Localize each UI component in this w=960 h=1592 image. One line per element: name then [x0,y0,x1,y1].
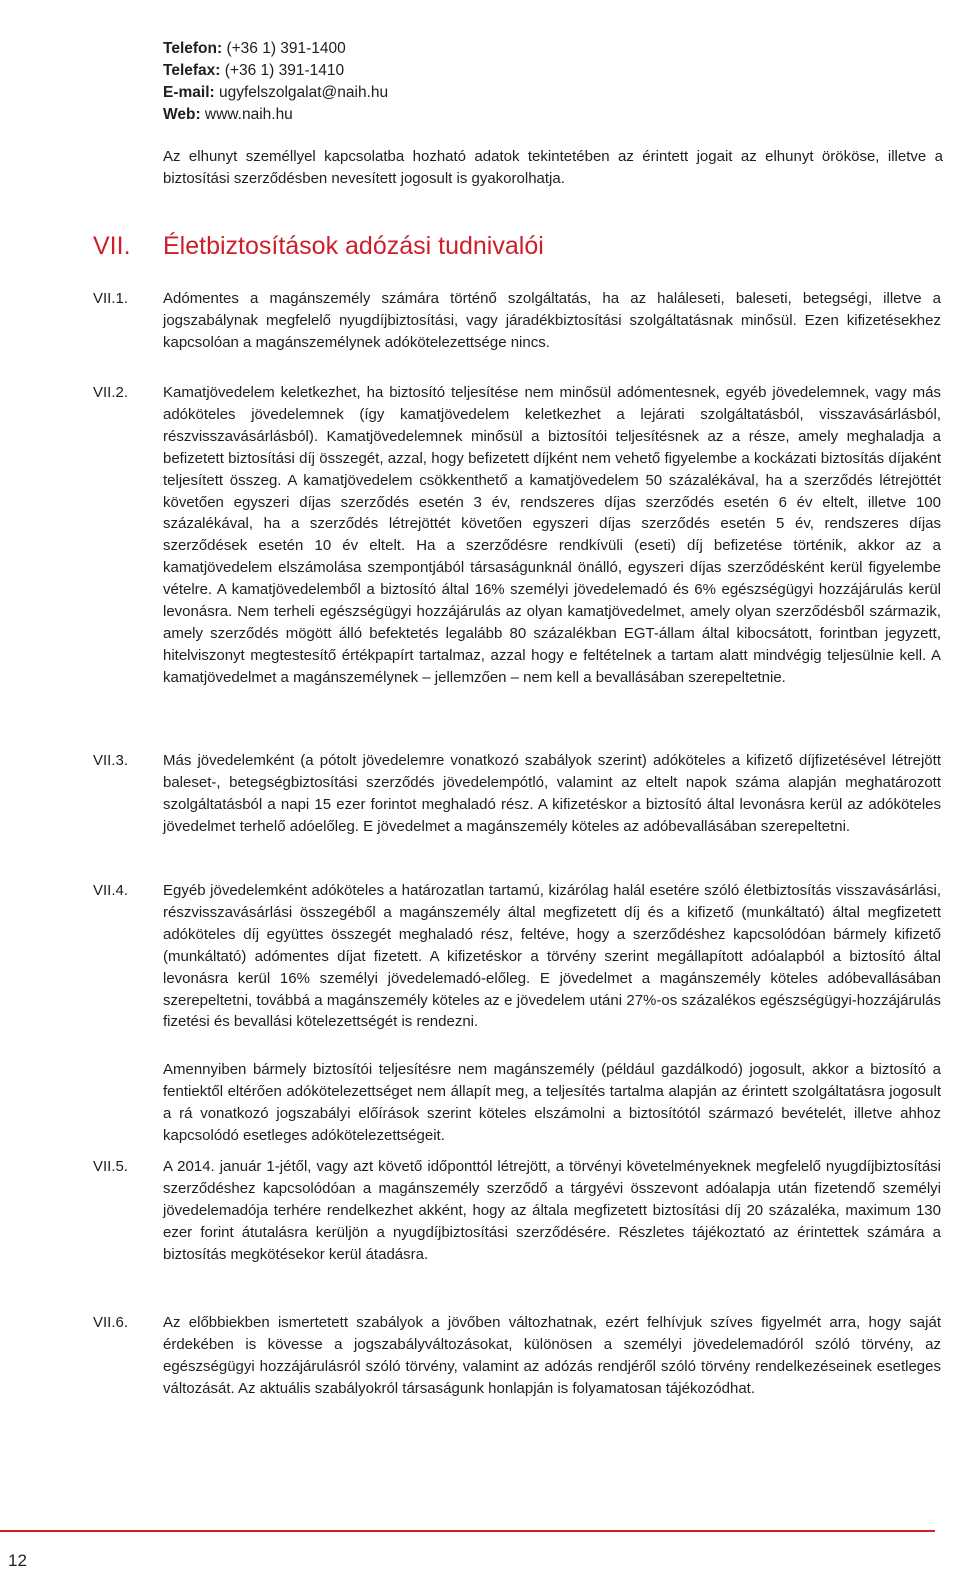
fax-value: (+36 1) 391-1410 [224,62,345,79]
contact-phone [163,38,388,60]
section-paragraph: A 2014. január 1-jétől, vagy azt követő időponttól létrejött, a törvényi követelményeknek megfelelő nyugdíjbiztosítási szerződéshez kapcsolódóan a magánszemély szerződő a tárgyévi összevont adóalapja után fizetendő személyi jövedelemadója terhére rendelkezhet akként, hogy az általa megfizetett biztosítási díj 20 százaléka, maximum 130 ezer forint átutalásra kerüljön a nyugdíjbiztosítási szerződésére. Részletes tájékoztató az érintettek számára a biztosítás megkötésekor kerül átadásra. [163,1158,941,1263]
section-body [163,750,941,860]
web-label: Web: [163,106,201,123]
section-number: VII.2. [93,384,129,401]
email-label: E-mail: [163,84,215,101]
web-value: www.naih.hu [204,106,293,123]
phone-label: Telefon: [163,40,223,57]
section-number: VII.5. [93,1158,129,1175]
section-number: VII.6. [93,1314,129,1331]
email-value: ugyfelszolgalat@naih.hu [219,84,389,101]
intro-paragraph: Az elhunyt személlyel kapcsolatba hozható adatok tekintetében az érintett jogait az elhunyt örököse, illetve a biztosítási szerződésben nevesített jogosult is gyakorolhatja. [163,148,943,187]
section-paragraph: Kamatjövedelem keletkezhet, ha biztosító teljesítése nem minősül adómentesnek, egyéb jövedelemnek, vagy más adóköteles jövedelemnek (így kamatjövedelem keletkezhet a lejárati szolgáltatásból, visszavásárlásból, részvisszavásárlásból). Kamatjövedelemnek minősül a biztosítói teljesítésnek az a része, amely meghaladja a befizetett biztosítási díj összegét, azzal, hogy befizetett díjként nem vehető figyelembe a kockázati biztosítás díjaként teljesített összeg. A kamatjövedelem csökkenthető a kamatjövedelem 50 százalékával, ha a szerződés létrejöttét követően egyszeri díjas szerződés esetén 3 év, rendszeres díjas szerződés esetén 6 év eltelt, illetve 100 százalékával, ha a szerződés létrejöttét követően egyszeri díjas szerződés esetén 5 év, rendszeres díjas szerződések esetén 10 év eltelt. Ha a szerződésre rendkívüli (eseti) díj befizetése történik, akkor az a kamatjövedelem elszámolása szempontjából társaságunknál önálló, egyszeri díjas szerződésként kerül figyelembe vételre. A kamatjövedelemből a biztosító által 16% személyi jövedelemadó és 6% egészségügyi hozzájárulás kerül levonásra. Nem terheli egészségügyi hozzájárulás az olyan kamatjövedelmet, amely olyan szerződésből származik, amely szerződés mögött álló befektetés legalább 80 százalékban EGT-állam által kibocsátott, forintban jegyzett, hitelviszonyt megtestesítő értékpapírt tartalmaz, azzal hogy e feltételnek a tartam alatt mindvégig teljesülnie kell. A kamatjövedelmet a magánszemélynek – jellemzően – nem kell a bevallásában szerepeltetnie. [163,384,941,686]
section-number: VII.1. [93,290,129,307]
section-body [163,382,941,711]
chapter-title: Életbiztosítások adózási tudnivalói [163,232,544,260]
contact-web [163,104,388,126]
section-paragraph: Amennyiben bármely biztosítói teljesítésre nem magánszemély (például gazdálkodó) jogosult, akkor a biztosító a fentiektől eltérően adókötelezettséget nem állapít meg, a teljesítés tartalma alapján az érintett szolgáltatásra jogosult a rá vonatkozó jogszabályi előírások szerint köteles elszámolni a biztosítótól származó bevételét, illetve ahhoz kapcsolódó esetleges adókötelezettségeit. [163,1061,941,1145]
chapter-number: VII. [93,232,131,260]
section-paragraph: Más jövedelemként (a pótolt jövedelemre vonatkozó szabályok szerint) adóköteles a kifizető díjfizetésével létrejött baleset-, betegségbiztosítási szerződés jövedelempótló, valamint az eltelt napok száma alapján meghatározott szolgáltatásból a napi 15 ezer forintot meghaladó rész. A kifizetéskor a biztosító által levonásra kerül az adóköteles jövedelmet terhelő adóelőleg. E jövedelmet a magánszemély köteles az adóbevallásában szerepeltetni. [163,752,941,835]
contact-fax [163,60,388,82]
section-body [163,1312,941,1422]
section-paragraph: Egyéb jövedelemként adóköteles a határozatlan tartamú, kizárólag halál esetére szóló életbiztosítás visszavásárlási, részvisszavásárlási összegéből a magánszemély által megfizetett díj és a kifizető (munkáltató) által megfizetett adóköteles díj együttes összegét meghaladó rész, feltéve, hogy a szerződéshez kapcsolódóan bármely kifizető (munkáltató) adómentes díjat fizetett. A kifizetéskor a törvény szerint megállapított adóalapból a biztosító által levonásra kerül 16% személyi jövedelemadó-előleg. E jövedelmet a magánszemély köteles adóbevallásában szerepeltetni, továbbá a magánszemély köteles az e jövedelem utáni 27%-os százalékos egészségügyi-hozzájárulás fizetési és bevallási kötelezettségét is rendezni. [163,882,941,1031]
phone-value: (+36 1) 391-1400 [226,40,346,57]
section-number: VII.4. [93,882,129,899]
section-number: VII.3. [93,752,129,769]
contact-email [163,82,388,104]
section-paragraph: Adómentes a magánszemély számára történő szolgáltatás, ha az haláleseti, baleseti, betegségi, illetve a jogszabálynak megfelelő nyugdíjbiztosítási, vagy járadékbiztosítási szolgáltatásnak minősül. Ezen kifizetésekhez kapcsolóan a magánszemélynek adókötelezettsége nincs. [163,290,941,351]
fax-label: Telefax: [163,62,221,79]
section-paragraph: Az előbbiekben ismertetett szabályok a jövőben változhatnak, ezért felhívjuk szíves figyelmét arra, hogy saját érdekében is kövesse a jogszabályváltozásokat, különösen a személyi jövedelemadóról szóló törvény, az egészségügyi hozzájárulásról szóló törvény, valamint az adózás rendjéről szóló törvény rendelkezéseinek esetleges változását. Az aktuális szabályokról társaságunk honlapján is folyamatosan tájékozódhat. [163,1314,941,1397]
page-number: 12 [8,1551,27,1570]
footer-rule [0,1530,935,1532]
section-body [163,288,941,376]
contact-block [163,38,388,126]
section-body [163,1156,941,1288]
section-body [163,880,941,1169]
